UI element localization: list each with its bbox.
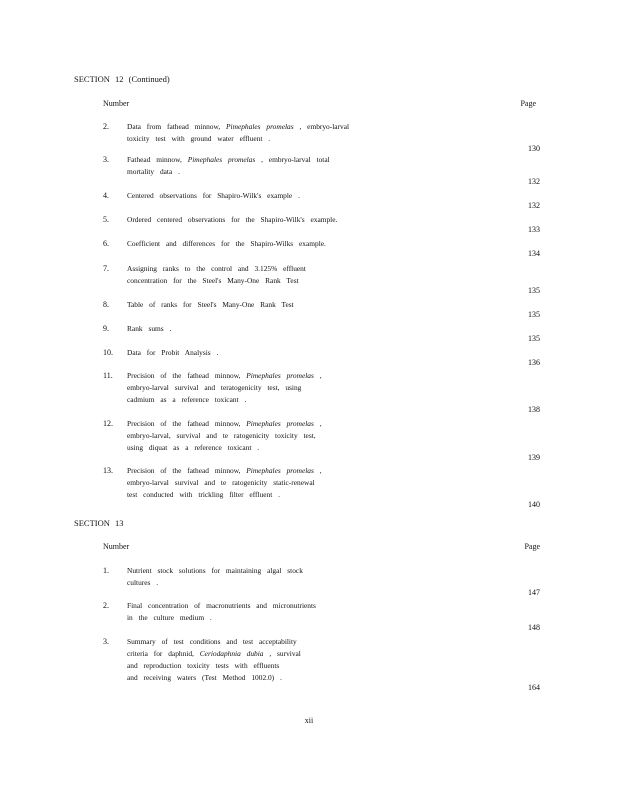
entry-number: 7.: [103, 264, 109, 273]
entry-title: [127, 323, 427, 335]
entry-title-line: Final concentration of macronutrients and micronutrients: [127, 601, 316, 610]
entry-title-line: Ordered centered observations for the Shapiro-Wilk's example.: [127, 215, 338, 224]
entry-title-line: Data from fathead minnow, Pimephales promelas , embryo-larval: [127, 122, 350, 131]
entry-number: 4.: [103, 191, 109, 200]
entry-title: [127, 636, 427, 684]
entry-title-line: cadmium as a reference toxicant .: [127, 395, 247, 404]
entry-number: 10.: [103, 348, 113, 357]
entry-title: [127, 214, 427, 226]
entry-number: 12.: [103, 419, 113, 428]
entry-title-line: criteria for daphnid, Ceriodaphnia dubia , survival: [127, 649, 301, 658]
entry-title-line: Table of ranks for Steel's Many-One Rank Test: [127, 300, 294, 309]
entry-title-line: Data for Probit Analysis .: [127, 348, 219, 357]
section-13-page-header: Page: [524, 542, 540, 551]
entry-number: 5.: [103, 215, 109, 224]
entry-title-line: in the culture medium .: [127, 613, 212, 622]
entry-title-line: embryo-larval, survival and te ratogenicity toxicity test,: [127, 431, 316, 440]
entry-title-line: concentration for the Steel's Many-One Rank Test: [127, 276, 299, 285]
entry-page-number: 136: [528, 358, 540, 367]
entry-title: [127, 465, 427, 501]
section-12-page-header: Page: [520, 99, 536, 108]
entry-page-number: 148: [528, 623, 540, 632]
entry-title-line: Centered observations for Shapiro-Wilk's example .: [127, 191, 300, 200]
entry-title: [127, 299, 427, 311]
entry-page-number: 138: [528, 405, 540, 414]
entry-page-number: 130: [528, 144, 540, 153]
entry-number: 1.: [103, 566, 109, 575]
entry-title-line: cultures .: [127, 578, 159, 587]
entry-page-number: 140: [528, 500, 540, 509]
entry-title: [127, 370, 427, 406]
entry-title-line: mortality data .: [127, 167, 180, 176]
entry-title: [127, 238, 427, 250]
entry-page-number: 132: [528, 177, 540, 186]
entry-title: [127, 565, 427, 589]
entry-page-number: 135: [528, 286, 540, 295]
entry-number: 9.: [103, 324, 109, 333]
entry-page-number: 139: [528, 453, 540, 462]
entry-title-line: embryo-larval survival and te ratogenicity static-renewal: [127, 478, 315, 487]
entry-title-line: embryo-larval survival and teratogenicity test, using: [127, 383, 302, 392]
entry-title-line: Assigning ranks to the control and 3.125% effluent: [127, 264, 306, 273]
entry-title-line: Coefficient and differences for the Shapiro-Wilks example.: [127, 239, 326, 248]
entry-title: [127, 600, 427, 624]
section-13-number-header: Number: [103, 542, 130, 551]
entry-title-line: using diquat as a reference toxicant .: [127, 443, 260, 452]
entry-title-line: Fathead minnow, Pimephales promelas , embryo-larval total: [127, 155, 330, 164]
entry-page-number: 164: [528, 683, 540, 692]
entry-title-line: and receiving waters (Test Method 1002.0) .: [127, 673, 282, 682]
section-13-title: SECTION 13: [74, 518, 124, 528]
entry-title-line: test conducted with trickling filter effluent .: [127, 490, 280, 499]
entry-title: [127, 121, 427, 145]
entry-page-number: 135: [528, 334, 540, 343]
section-12-number-header: Number: [103, 99, 130, 108]
entry-number: 6.: [103, 239, 109, 248]
entry-number: 8.: [103, 300, 109, 309]
entry-title-line: and reproduction toxicity tests with effluents: [127, 661, 280, 670]
entry-title-line: Rank sums .: [127, 324, 172, 333]
entry-title: [127, 263, 427, 287]
entry-title-line: Summary of test conditions and test acceptability: [127, 637, 297, 646]
entry-page-number: 147: [528, 588, 540, 597]
entry-page-number: 134: [528, 249, 540, 258]
entry-title-line: Nutrient stock solutions for maintaining algal stock: [127, 566, 303, 575]
entry-title-line: Precision of the fathead minnow, Pimephales promelas ,: [127, 371, 322, 380]
section-12-title: SECTION 12 (Continued): [74, 74, 170, 84]
entry-number: 13.: [103, 466, 113, 475]
entry-title: [127, 418, 427, 454]
entry-number: 3.: [103, 155, 109, 164]
entry-page-number: 135: [528, 310, 540, 319]
entry-page-number: 133: [528, 225, 540, 234]
entry-page-number: 132: [528, 201, 540, 210]
entry-title: [127, 347, 427, 359]
page-number-footer: xii: [304, 716, 314, 725]
entry-title-line: Precision of the fathead minnow, Pimephales promelas ,: [127, 419, 322, 428]
entry-title: [127, 190, 427, 202]
entry-number: 11.: [103, 371, 113, 380]
entry-title: [127, 154, 427, 178]
entry-title-line: toxicity test with ground water effluent .: [127, 134, 271, 143]
entry-number: 2.: [103, 122, 109, 131]
entry-number: 2.: [103, 601, 109, 610]
entry-number: 3.: [103, 637, 109, 646]
entry-title-line: Precision of the fathead minnow, Pimephales promelas ,: [127, 466, 322, 475]
